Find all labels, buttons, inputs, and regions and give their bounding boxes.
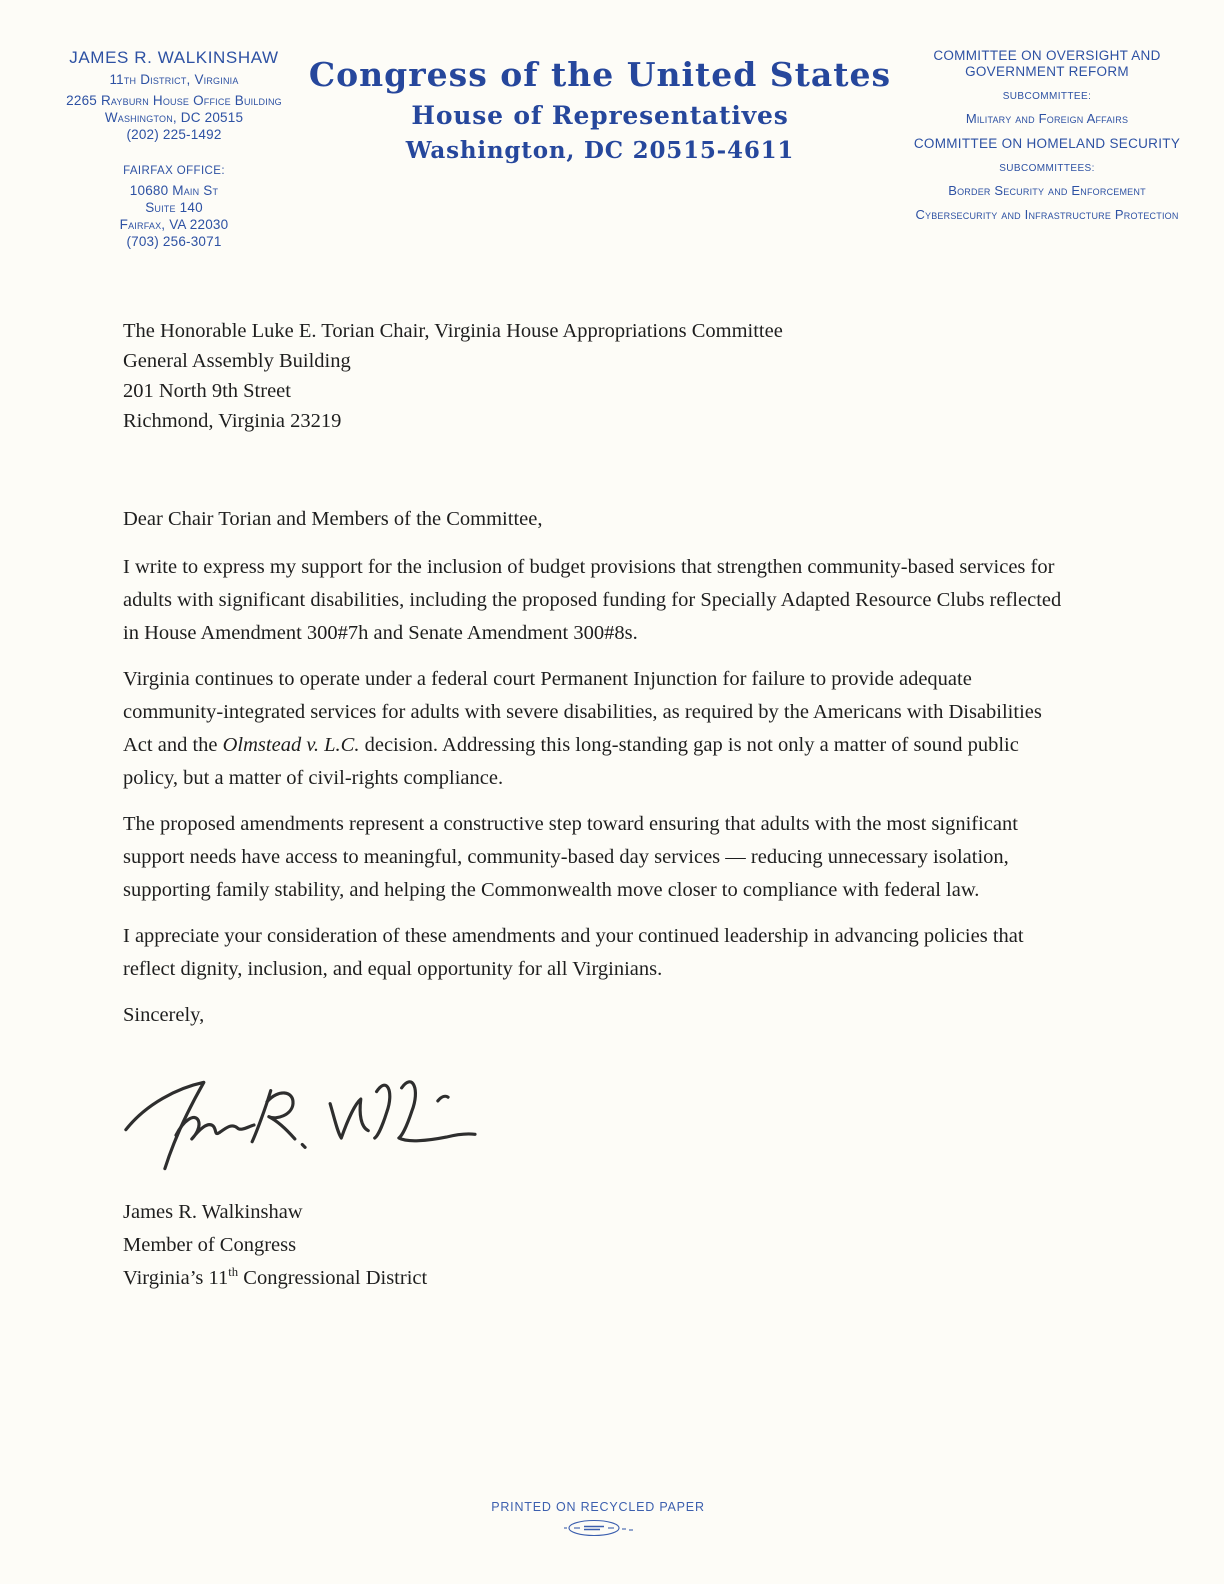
paragraph-2-pre: Virginia continues to operate under a federal court Permanent Injunction for failure to provide adequate community-integrated services for adults with severe disabilities, as required by the Americans with Disabilities Act and the <box>123 668 1042 756</box>
subcommittees-label: SUBCOMMITTEES: <box>999 163 1095 174</box>
masthead-line1: Congress of the United States <box>308 55 892 94</box>
fairfax-address-line2: Suite 140 <box>145 200 203 215</box>
case-citation: Olmstead v. L.C. <box>222 734 360 756</box>
subcommittee-border: Border Security and Enforcement <box>948 183 1146 198</box>
member-district: 11th District, Virginia <box>109 72 239 87</box>
member-name: JAMES R. WALKINSHAW <box>69 48 279 67</box>
masthead-line3: Washington, DC 20515-4611 <box>405 137 795 164</box>
paragraph-4: I appreciate your consideration of these amendments and your continued leadership in advancing policies that reflect dignity, inclusion, and equal opportunity for all Virginians. <box>123 925 1024 980</box>
union-bug-icon <box>0 1517 1196 1544</box>
masthead-line2: House of Representatives <box>411 101 789 130</box>
signer-block <box>123 1196 1065 1295</box>
committee-oversight: COMMITTEE ON OVERSIGHT AND GOVERNMENT REFORM <box>933 48 1161 79</box>
fairfax-address-line3: Fairfax, VA 22030 <box>119 217 229 232</box>
committee-homeland: COMMITTEE ON HOMELAND SECURITY <box>913 136 1181 151</box>
paragraph-3: The proposed amendments represent a constructive step toward ensuring that adults with the most significant support needs have access to meaningful, community-based day services — reducing unnecessary isolation, supporting family stability, and helping the Commonwealth move closer to compliance with federal law. <box>123 813 1018 901</box>
fairfax-address-line1: 10680 Main St <box>129 183 219 198</box>
paragraph-2 <box>123 663 1065 795</box>
signer-district: Virginia’s 11th Congressional District <box>123 1265 428 1289</box>
dc-phone: (202) 225-1492 <box>126 127 222 142</box>
dc-address-line2: Washington, DC 20515 <box>104 110 244 125</box>
closing: Sincerely, <box>123 1004 205 1026</box>
page-footer <box>0 1500 1196 1544</box>
recipient-line: 201 North 9th Street <box>123 380 291 402</box>
recipient-line: Richmond, Virginia 23219 <box>123 410 342 432</box>
letter-body <box>123 316 1065 1295</box>
paragraph-1: I write to express my support for the inclusion of budget provisions that strengthen community-based services for adults with significant disabilities, including the proposed funding for Specially Adapted Resource Clubs reflected in House Amendment 300#7h and Senate Amendment 300#8s. <box>123 556 1062 644</box>
recipient-line: The Honorable Luke E. Torian Chair, Virginia House Appropriations Committee <box>123 320 783 342</box>
fairfax-office-label: FAIRFAX OFFICE: <box>123 165 225 177</box>
handwritten-signature <box>111 1050 1065 1188</box>
signer-name: James R. Walkinshaw <box>123 1201 303 1223</box>
subcommittee-military: Military and Foreign Affairs <box>965 111 1129 126</box>
dc-address-line1: 2265 Rayburn House Office Building <box>66 93 282 108</box>
signer-title: Member of Congress <box>123 1234 297 1256</box>
subcommittee-cyber: Cybersecurity and Infrastructure Protection <box>915 207 1179 222</box>
letterhead-masthead <box>300 55 900 166</box>
salutation: Dear Chair Torian and Members of the Committee, <box>123 508 543 530</box>
recipient-address <box>123 316 1065 436</box>
recycled-paper-notice: PRINTED ON RECYCLED PAPER <box>491 1500 705 1514</box>
fairfax-phone: (703) 256-3071 <box>126 234 222 249</box>
letterhead-member-block <box>36 48 312 250</box>
letterhead-committees-block <box>902 48 1192 222</box>
paragraph-2-post: decision. Addressing this long-standing gap is not only a matter of sound public policy, but a matter of civil-rights compliance. <box>123 734 1019 789</box>
subcommittee-label: SUBCOMMITTEE: <box>1002 91 1092 102</box>
signature-icon <box>111 1050 501 1188</box>
recipient-line: General Assembly Building <box>123 350 351 372</box>
